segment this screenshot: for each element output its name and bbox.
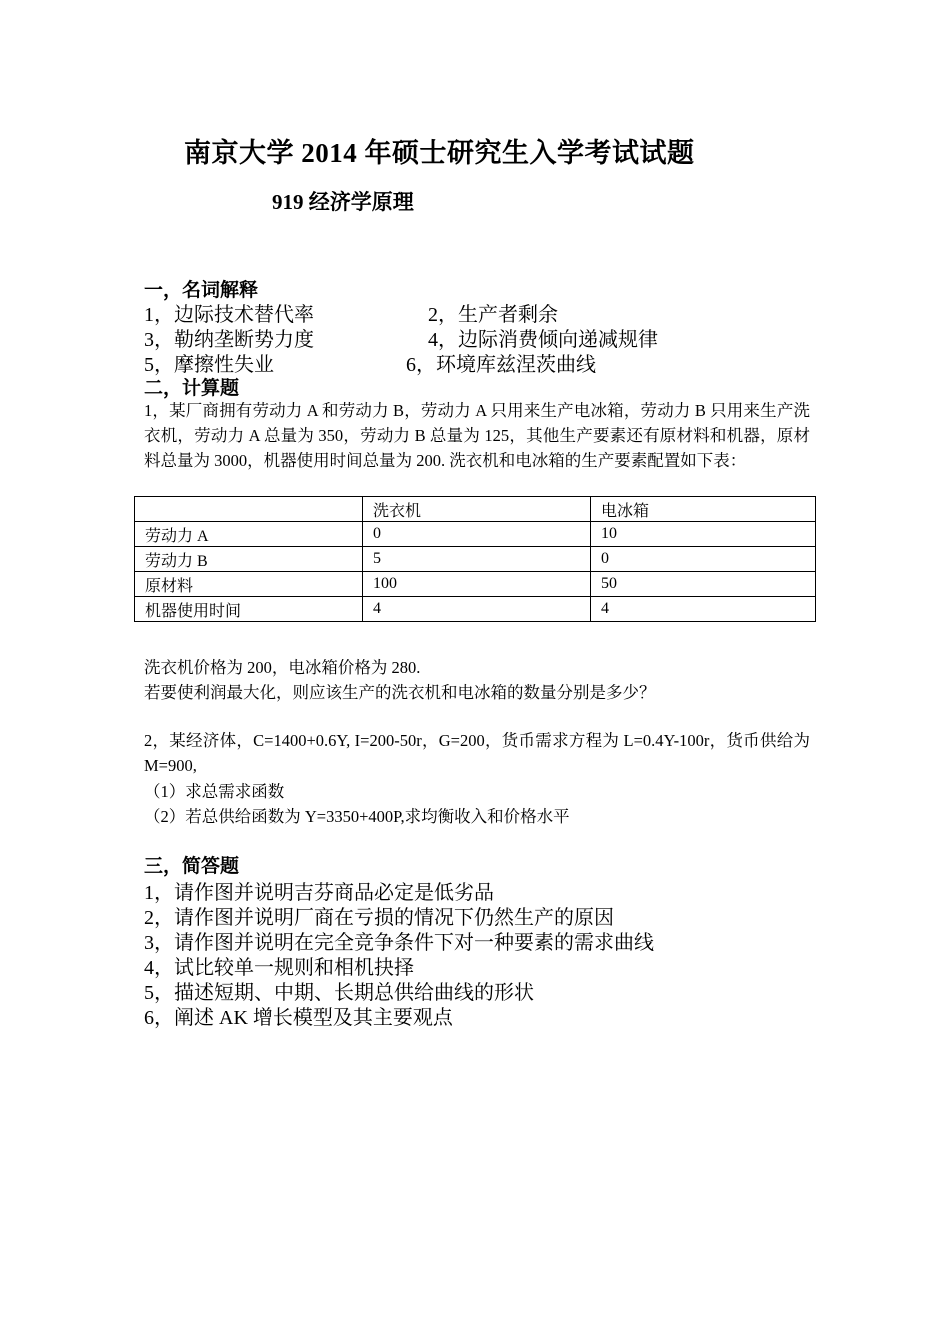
list-item: 2，请作图并说明厂商在亏损的情况下仍然生产的原因: [144, 907, 614, 929]
table-cell: 5: [363, 547, 591, 572]
list-item: 6，阐述 AK 增长模型及其主要观点: [144, 1007, 453, 1029]
table-cell: 0: [591, 547, 816, 572]
section-heading: 一，名词解释: [144, 280, 259, 301]
list-item: 3，请作图并说明在完全竞争条件下对一种要素的需求曲线: [144, 932, 654, 954]
list-item: 5，摩擦性失业: [144, 354, 274, 376]
table-cell: 10: [591, 522, 816, 547]
question-text: 若要使利润最大化，则应该生产的洗衣机和电冰箱的数量分别是多少？: [144, 683, 656, 702]
page-title: 南京大学 2014 年硕士研究生入学考试试题: [184, 138, 695, 168]
section-heading: 三，简答题: [144, 856, 240, 877]
table-row: [135, 547, 816, 572]
factor-table: [134, 496, 816, 622]
table-header-cell: 电冰箱: [591, 497, 816, 522]
list-item: 1，请作图并说明吉芬商品必定是低劣品: [144, 882, 494, 904]
table-cell: 劳动力 B: [135, 547, 363, 572]
table-cell: 4: [363, 597, 591, 622]
table-cell: 100: [363, 572, 591, 597]
list-item: 6，环境库兹涅茨曲线: [406, 354, 596, 376]
table-row: [135, 572, 816, 597]
subject-title: 919 经济学原理: [272, 190, 414, 214]
list-item: 4，边际消费倾向递减规律: [428, 329, 658, 351]
table-row: [135, 597, 816, 622]
question-text: 1，某厂商拥有劳动力 A 和劳动力 B，劳动力 A 只用来生产电冰箱，劳动力 B 只用来生产洗衣机，劳动力 A 总量为 350，劳动力 B 总量为 125，其他生产要素还有原材料和机器，原材料总量为 3000，机器使用时间总量为 200. 洗衣机和电冰箱的生产要素配置如下表：: [144, 401, 810, 470]
table-header-cell: 洗衣机: [363, 497, 591, 522]
list-item: 5，描述短期、中期、长期总供给曲线的形状: [144, 982, 534, 1004]
question-text: 洗衣机价格为 200，电冰箱价格为 280.: [144, 658, 421, 677]
section-heading: 二，计算题: [144, 378, 240, 399]
table-cell: 0: [363, 522, 591, 547]
table-header-row: [135, 497, 816, 522]
table-row: [135, 522, 816, 547]
table-header-cell: [135, 497, 363, 522]
list-item: 4，试比较单一规则和相机抉择: [144, 957, 414, 979]
question-text: 2，某经济体，C=1400+0.6Y, I=200-50r，G=200，货币需求方程为 L=0.4Y-100r，货币供给为 M=900,: [144, 731, 810, 775]
table-cell: 50: [591, 572, 816, 597]
list-item: 3，勒纳垄断势力度: [144, 329, 314, 351]
list-item: 1，边际技术替代率: [144, 304, 314, 326]
table-cell: 原材料: [135, 572, 363, 597]
sub-question: （1）求总需求函数: [144, 782, 285, 801]
table-cell: 机器使用时间: [135, 597, 363, 622]
table-cell: 劳动力 A: [135, 522, 363, 547]
list-item: 2，生产者剩余: [428, 304, 558, 326]
sub-question: （2）若总供给函数为 Y=3350+400P,求均衡收入和价格水平: [144, 807, 570, 826]
table-cell: 4: [591, 597, 816, 622]
